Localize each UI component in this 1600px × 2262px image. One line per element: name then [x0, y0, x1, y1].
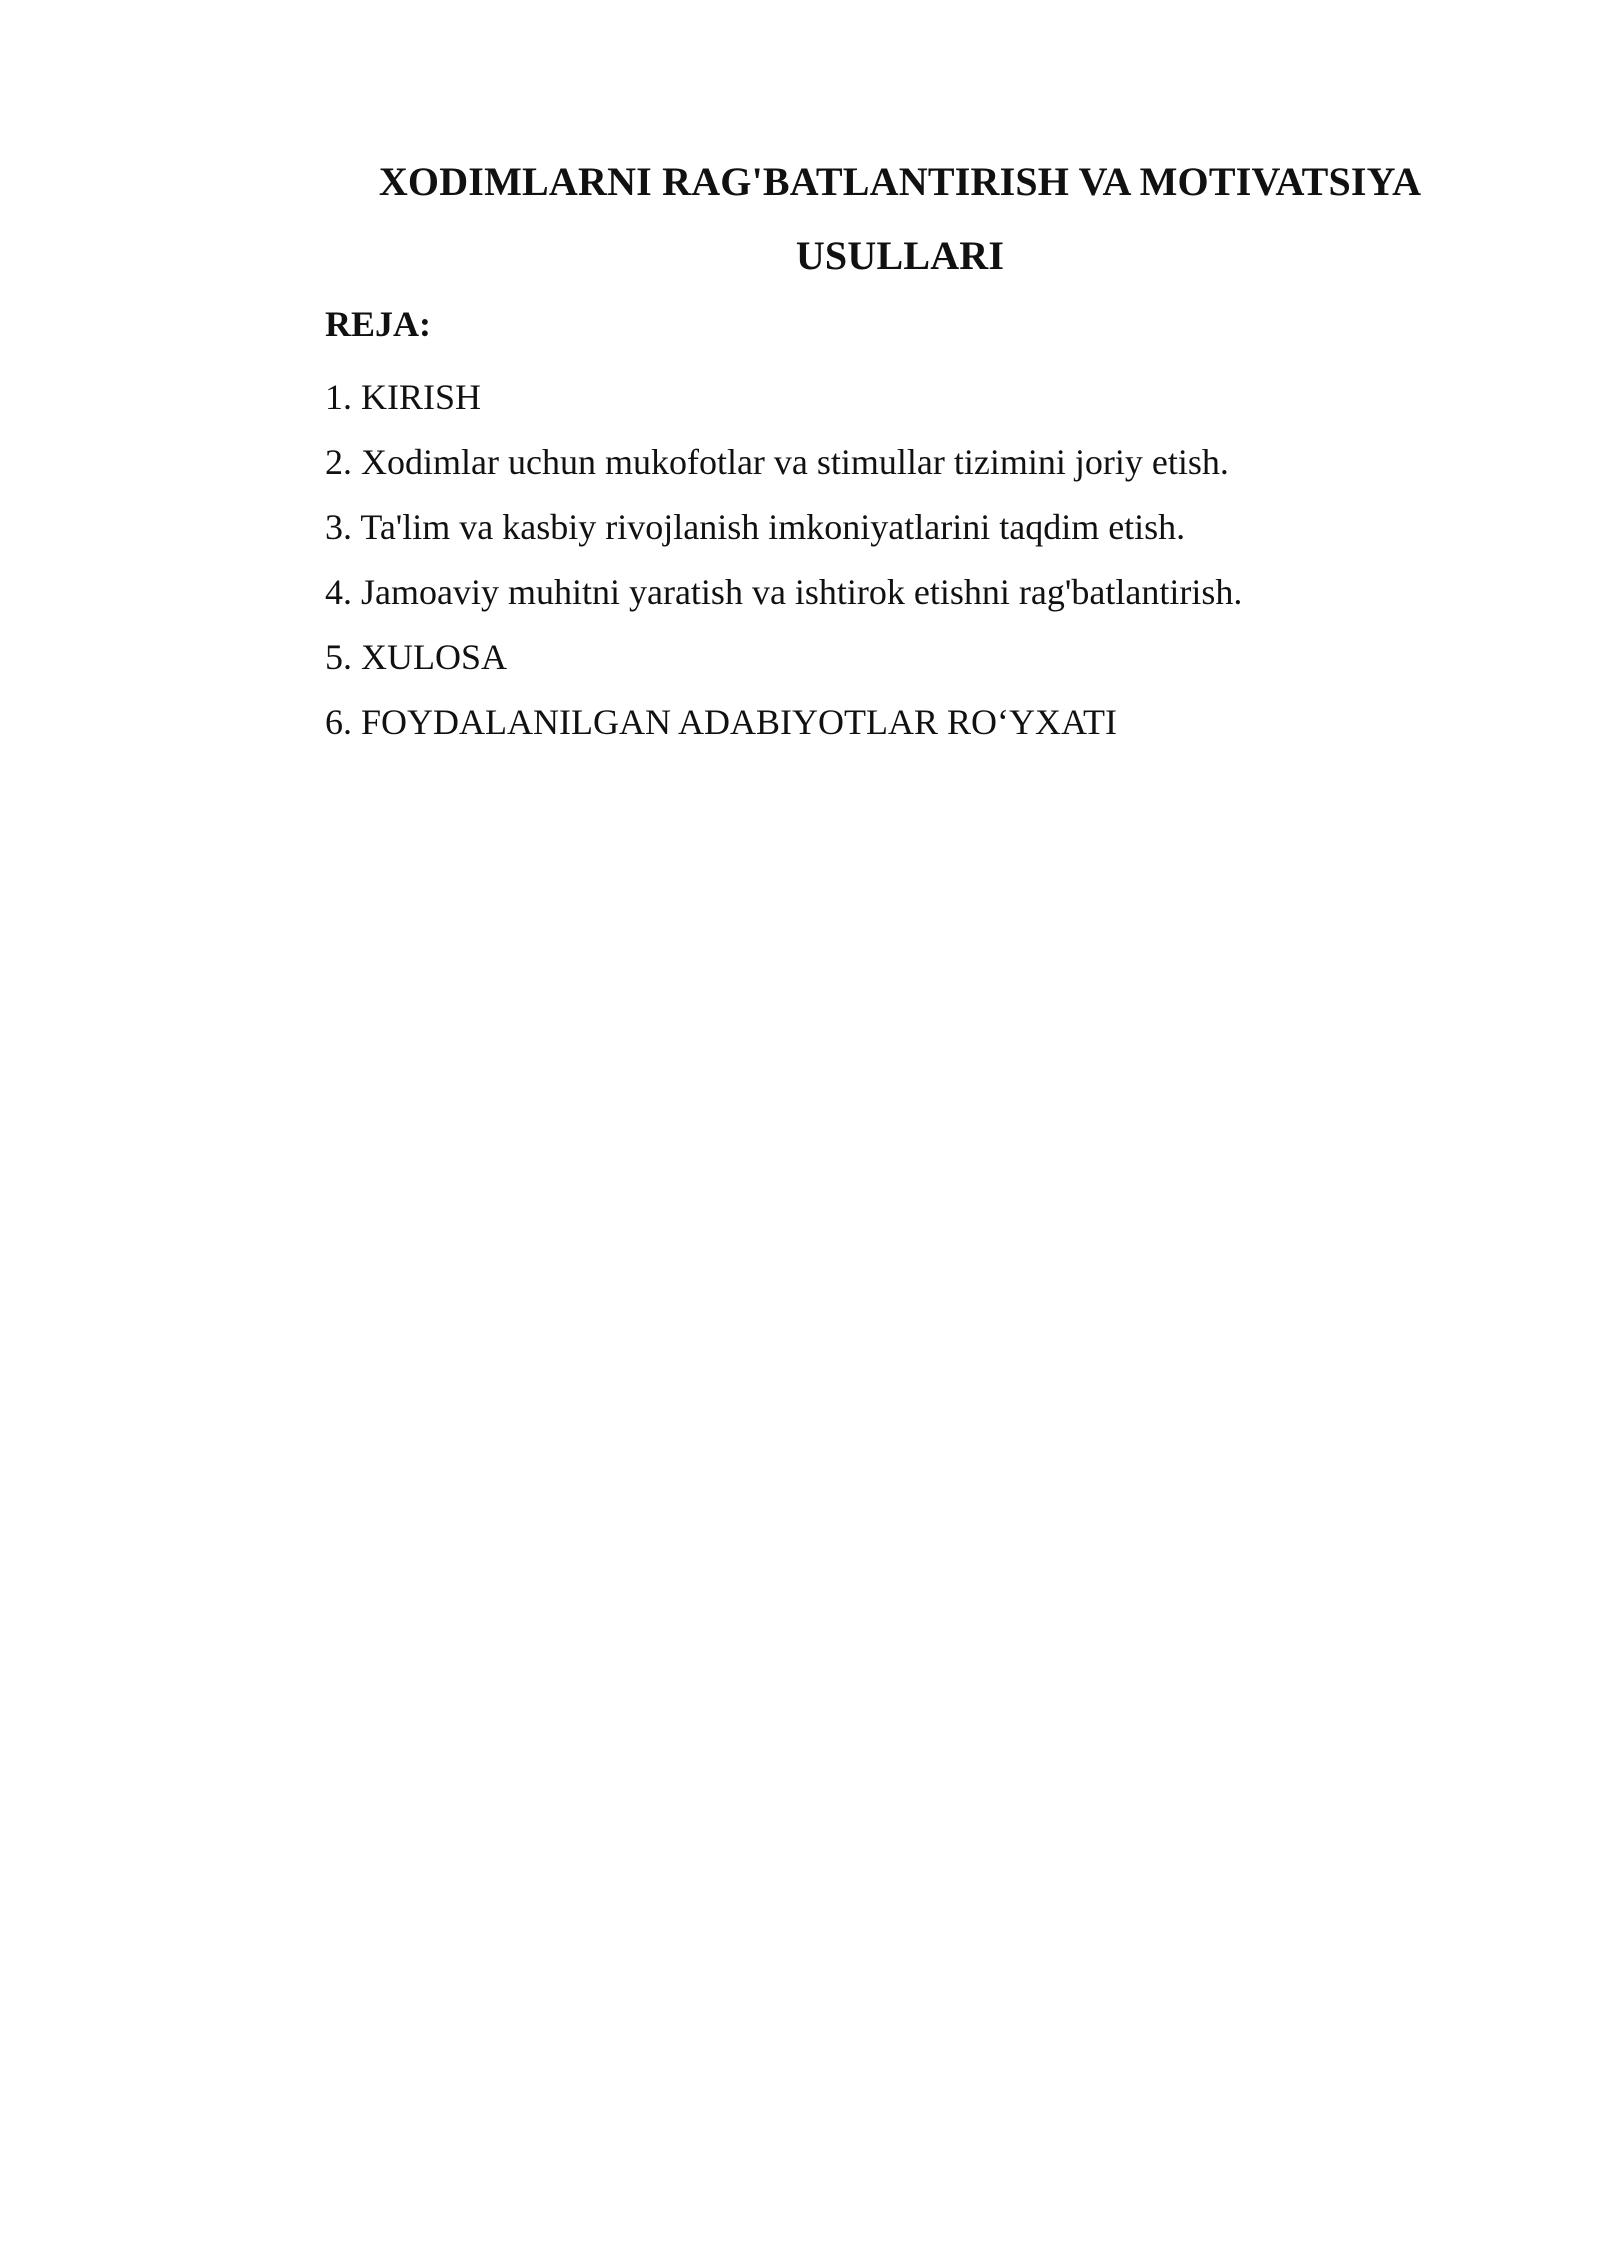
- document-title: [325, 145, 1475, 293]
- plan-item-conclusion: 5. XULOSA: [325, 637, 508, 677]
- plan-item-rewards-system: 2. Xodimlar uchun mukofotlar va stimullar tizimini joriy etish.: [325, 442, 1229, 482]
- title-line-1: XODIMLARNI RAG'BATLANTIRISH VA MOTIVATSIYA: [378, 159, 1422, 204]
- title-line-2: USULLARI: [795, 233, 1005, 278]
- plan-item-education-development: 3. Ta'lim va kasbiy rivojlanish imkoniyatlarini taqdim etish.: [325, 507, 1186, 547]
- plan-heading: REJA:: [325, 304, 431, 344]
- plan-list: [325, 365, 1242, 755]
- plan-item-team-environment: 4. Jamoaviy muhitni yaratish va ishtirok etishni rag'batlantirish.: [325, 572, 1243, 612]
- plan-item-introduction: 1. KIRISH: [325, 377, 482, 417]
- plan-item-references: 6. FOYDALANILGAN ADABIYOTLAR RO‘YXATI: [325, 702, 1117, 742]
